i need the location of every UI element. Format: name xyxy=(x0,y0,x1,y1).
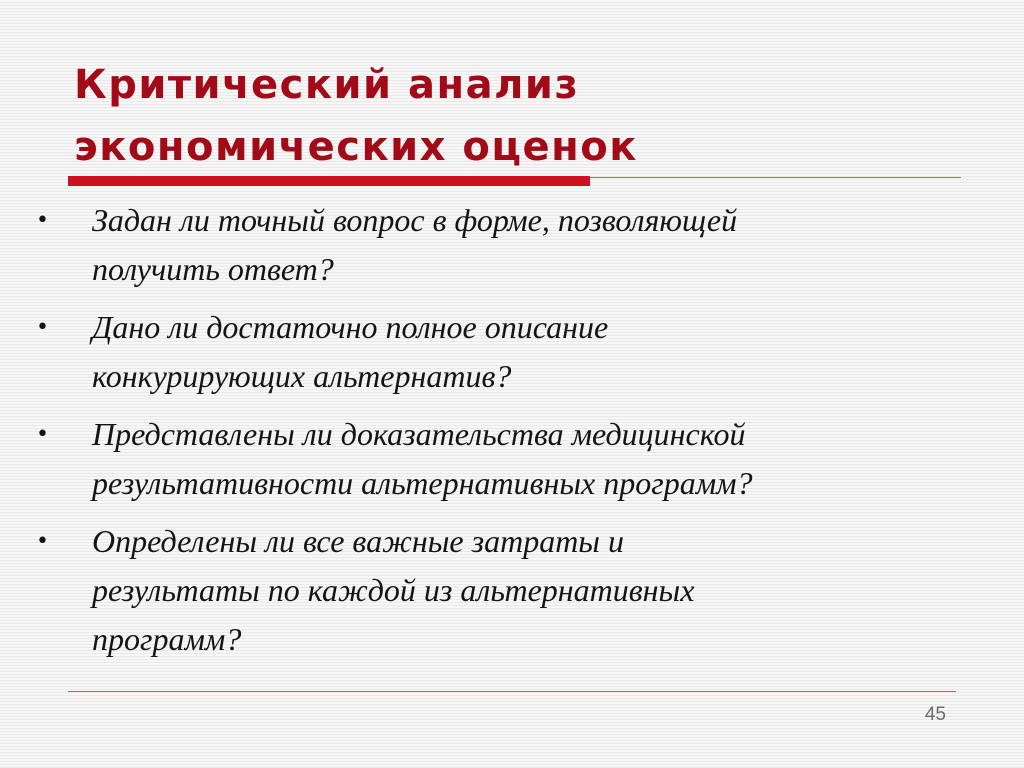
slide-number: 45 xyxy=(924,704,946,725)
bullet-dot: • xyxy=(36,315,49,340)
slide-title xyxy=(74,54,954,178)
bullet-dot: • xyxy=(36,422,49,447)
bullet-list xyxy=(36,196,966,673)
title-underline-thin xyxy=(590,177,961,178)
bullet-3-line-1: Представлены ли доказательства медицинской xyxy=(92,416,746,452)
bullet-2-line-2: конкурирующих альтернатив? xyxy=(92,358,512,394)
bullet-item-2 xyxy=(36,303,966,401)
bullet-4-line-3: программ? xyxy=(92,621,242,657)
bullet-item-1 xyxy=(36,196,966,294)
footer-divider xyxy=(68,691,956,692)
slide-title-line-2: экономических оценок xyxy=(74,124,638,170)
bullet-item-3 xyxy=(36,410,966,508)
bullet-3-line-2: результативности альтернативных программ? xyxy=(92,465,753,501)
bullet-item-4 xyxy=(36,517,966,664)
title-underline-thick xyxy=(68,176,590,186)
bullet-4-line-2: результаты по каждой из альтернативных xyxy=(92,572,695,608)
bullet-1-line-1: Задан ли точный вопрос в форме, позволяющей xyxy=(92,202,738,238)
bullet-1-line-2: получить ответ? xyxy=(92,251,334,287)
bullet-dot: • xyxy=(36,529,49,554)
bullet-dot: • xyxy=(36,208,49,233)
bullet-2-line-1: Дано ли достаточно полное описание xyxy=(92,309,609,345)
slide-title-line-1: Критический анализ xyxy=(74,62,580,108)
bullet-4-line-1: Определены ли все важные затраты и xyxy=(92,523,624,559)
